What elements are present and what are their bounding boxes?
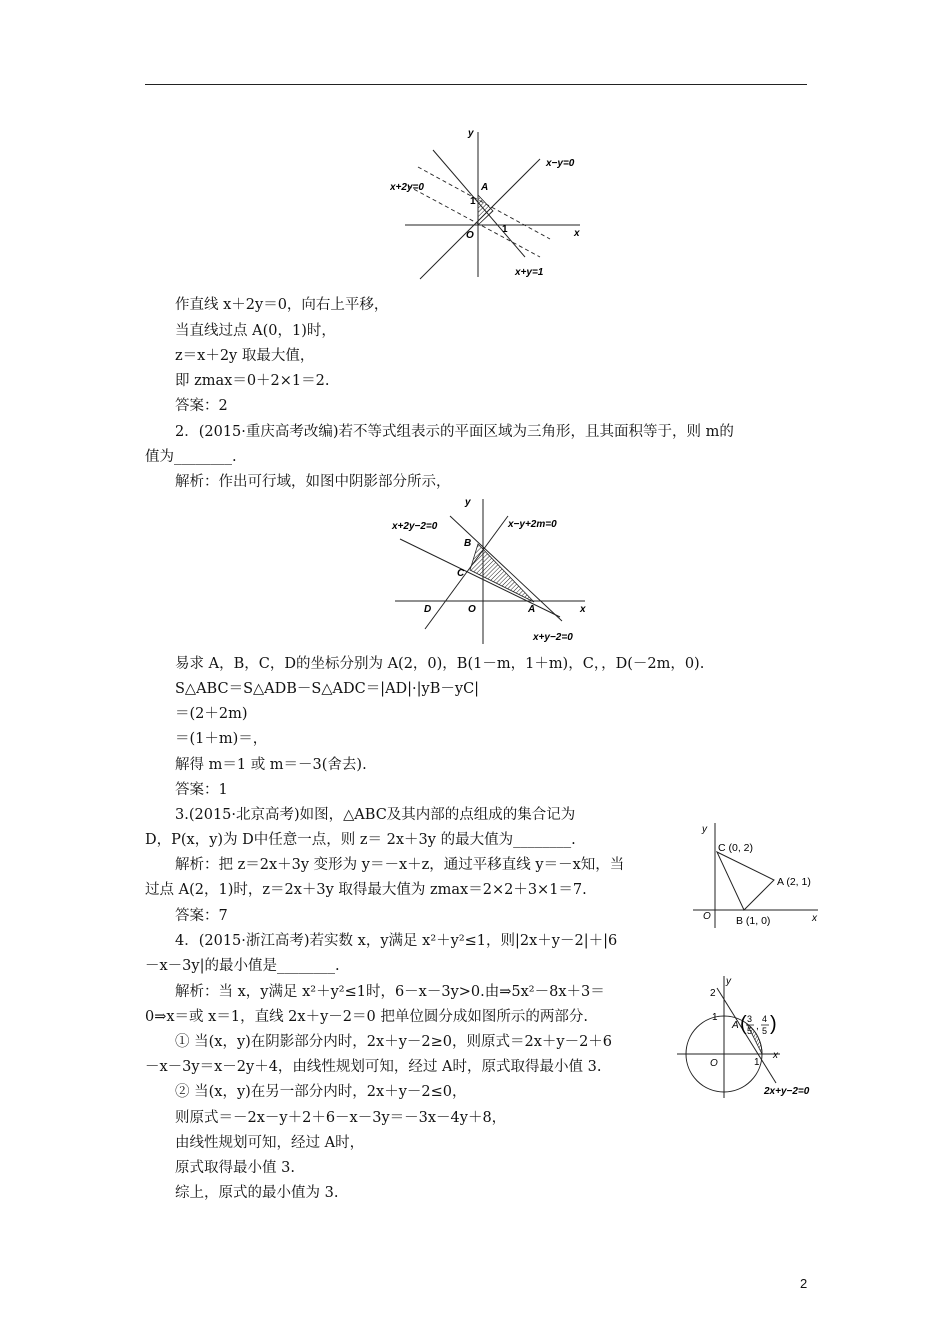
- text-line: 作直线 x＋2y＝0，向右上平移，: [175, 297, 389, 313]
- point-A-label: A (2, 1): [777, 876, 811, 888]
- text-line: 4．(2015·浙江高考)若实数 x，y满足 x²＋y²≤1，则|2x＋y－2|＋|6: [175, 933, 618, 949]
- text-line: 解析：作出可行域，如图中阴影部分所示，: [175, 474, 451, 490]
- A-x-numerator: 3: [747, 1014, 753, 1024]
- tick-1-y: 1: [712, 1012, 718, 1023]
- text-line: 由线性规划可知，经过 A时，: [175, 1135, 365, 1151]
- label-line-x2y2: x+2y−2=0: [392, 521, 438, 532]
- text-line: ＝(1＋m)＝，: [175, 731, 268, 747]
- figure-1-graph: [390, 122, 590, 282]
- feasible-region: [478, 195, 493, 225]
- text-line: 答案：2: [175, 398, 228, 414]
- text-line: ② 当(x，y)在另一部分内时，2x＋y－2≤0，: [175, 1084, 467, 1100]
- A-y-denominator: 5: [762, 1026, 768, 1036]
- text-line: 原式取得最小值 3.: [175, 1160, 295, 1176]
- text-line: S△ABC＝S△ADB－S△ADC＝|AD|·|yB－yC|: [175, 681, 480, 697]
- point-A-paren-open: (: [740, 1013, 747, 1035]
- text-line: z＝x＋2y 取最大值，: [175, 348, 315, 364]
- origin-label: O: [710, 1058, 718, 1069]
- figure-2-graph: [390, 494, 600, 649]
- x-label: x: [580, 604, 586, 615]
- text-line: 答案：7: [175, 908, 228, 924]
- text-line: 综上，原式的最小值为 3.: [175, 1185, 339, 1201]
- text-line: 解得 m＝1 或 m＝－3(舍去).: [175, 757, 367, 773]
- text-line: ＝(2＋2m): [175, 706, 248, 722]
- text-line: 易求 A，B，C，D的坐标分别为 A(2，0)，B(1－m，1＋m)，C，，D(－2m，0).: [175, 656, 705, 672]
- text-line: 即 zmax＝0＋2×1＝2.: [175, 373, 330, 389]
- text-line: 0⇒x＝或 x＝1，直线 2x＋y－2＝0 把单位圆分成如图所示的两部分.: [145, 1009, 588, 1025]
- y-label: y: [726, 976, 731, 987]
- text-line: 则原式＝－2x－y＋2＋6－x－3y＝－3x－4y＋8，: [175, 1110, 507, 1126]
- figure-3-graph: [688, 818, 828, 933]
- line-xy-2: [450, 516, 562, 621]
- label-line-xy2m: x−y+2m=0: [508, 519, 557, 530]
- y-label: y: [468, 128, 474, 139]
- point-A-paren-close: ): [770, 1013, 777, 1035]
- label-line-xy2: x+y−2=0: [533, 632, 573, 643]
- feasible-region: [470, 544, 534, 602]
- label-line-x2y: x+2y=0: [390, 182, 424, 193]
- page-number: 2: [800, 1276, 808, 1291]
- point-C-label: C: [457, 568, 465, 579]
- line-x-plus-y-1: [433, 150, 525, 257]
- label-line-xy1: x+y=1: [515, 267, 544, 278]
- text-line: 答案：1: [175, 782, 228, 798]
- text-line: －x－3y|的最小值是________.: [145, 958, 340, 974]
- text-line: 过点 A(2，1)时，z＝2x＋3y 取得最大值为 zmax＝2×2＋3×1＝7.: [145, 882, 587, 898]
- origin-label: O: [468, 604, 476, 615]
- point-B-label: B (1, 0): [736, 915, 771, 927]
- origin-label: O: [466, 230, 474, 241]
- A-x-denominator: 5: [747, 1026, 753, 1036]
- point-C-label: C (0, 2): [718, 842, 754, 854]
- y-label: y: [702, 824, 707, 835]
- triangle-ABC: [717, 852, 774, 910]
- text-line: D，P(x，y)为 D中任意一点，则 z＝ 2x＋3y 的最大值为________.: [145, 832, 576, 848]
- text-line: 解析：当 x，y满足 x²＋y²≤1时，6－x－3y>0.由⇒5x²－8x＋3＝: [175, 984, 605, 1000]
- point-A-label: A: [481, 182, 489, 193]
- point-A-comma: ,: [756, 1021, 759, 1032]
- x-label: x: [812, 913, 817, 924]
- x-label: x: [773, 1050, 778, 1061]
- text-line: 2．(2015·重庆高考改编)若不等式组表示的平面区域为三角形，且其面积等于，则 m的: [175, 424, 734, 440]
- text-line: ① 当(x，y)在阴影部分内时，2x＋y－2≥0，则原式＝2x＋y－2＋6: [175, 1034, 613, 1050]
- origin-label: O: [703, 911, 711, 922]
- tick-1-x: 1: [754, 1057, 760, 1068]
- line-label: 2x+y−2=0: [764, 1086, 810, 1097]
- figure-4-graph: [672, 968, 832, 1100]
- point-D-label: D: [424, 604, 432, 615]
- header-rule: [145, 84, 807, 85]
- text-line: 当直线过点 A(0，1)时，: [175, 323, 336, 339]
- text-line: －x－3y＝x－2y＋4，由线性规划可知，经过 A时，原式取得最小值 3.: [145, 1059, 602, 1075]
- tick-2: 2: [710, 988, 716, 999]
- x-label: x: [574, 228, 580, 239]
- point-A-label: A: [732, 1020, 739, 1031]
- text-line: 解析：把 z＝2x＋3y 变形为 y＝－x＋z，通过平移直线 y＝－x知，当: [175, 857, 625, 873]
- text-line: 值为________.: [145, 449, 237, 465]
- tick-1-y: 1: [470, 196, 476, 207]
- line-x-minus-y: [420, 159, 540, 279]
- point-A-label: A: [528, 604, 536, 615]
- y-label: y: [465, 497, 471, 508]
- tick-1-x: 1: [502, 224, 508, 235]
- A-y-numerator: 4: [762, 1014, 768, 1024]
- point-B-label: B: [464, 538, 472, 549]
- label-line-x-minus-y: x−y=0: [546, 158, 575, 169]
- text-line: 3.(2015·北京高考)如图，△ABC及其内部的点组成的集合记为: [175, 807, 576, 823]
